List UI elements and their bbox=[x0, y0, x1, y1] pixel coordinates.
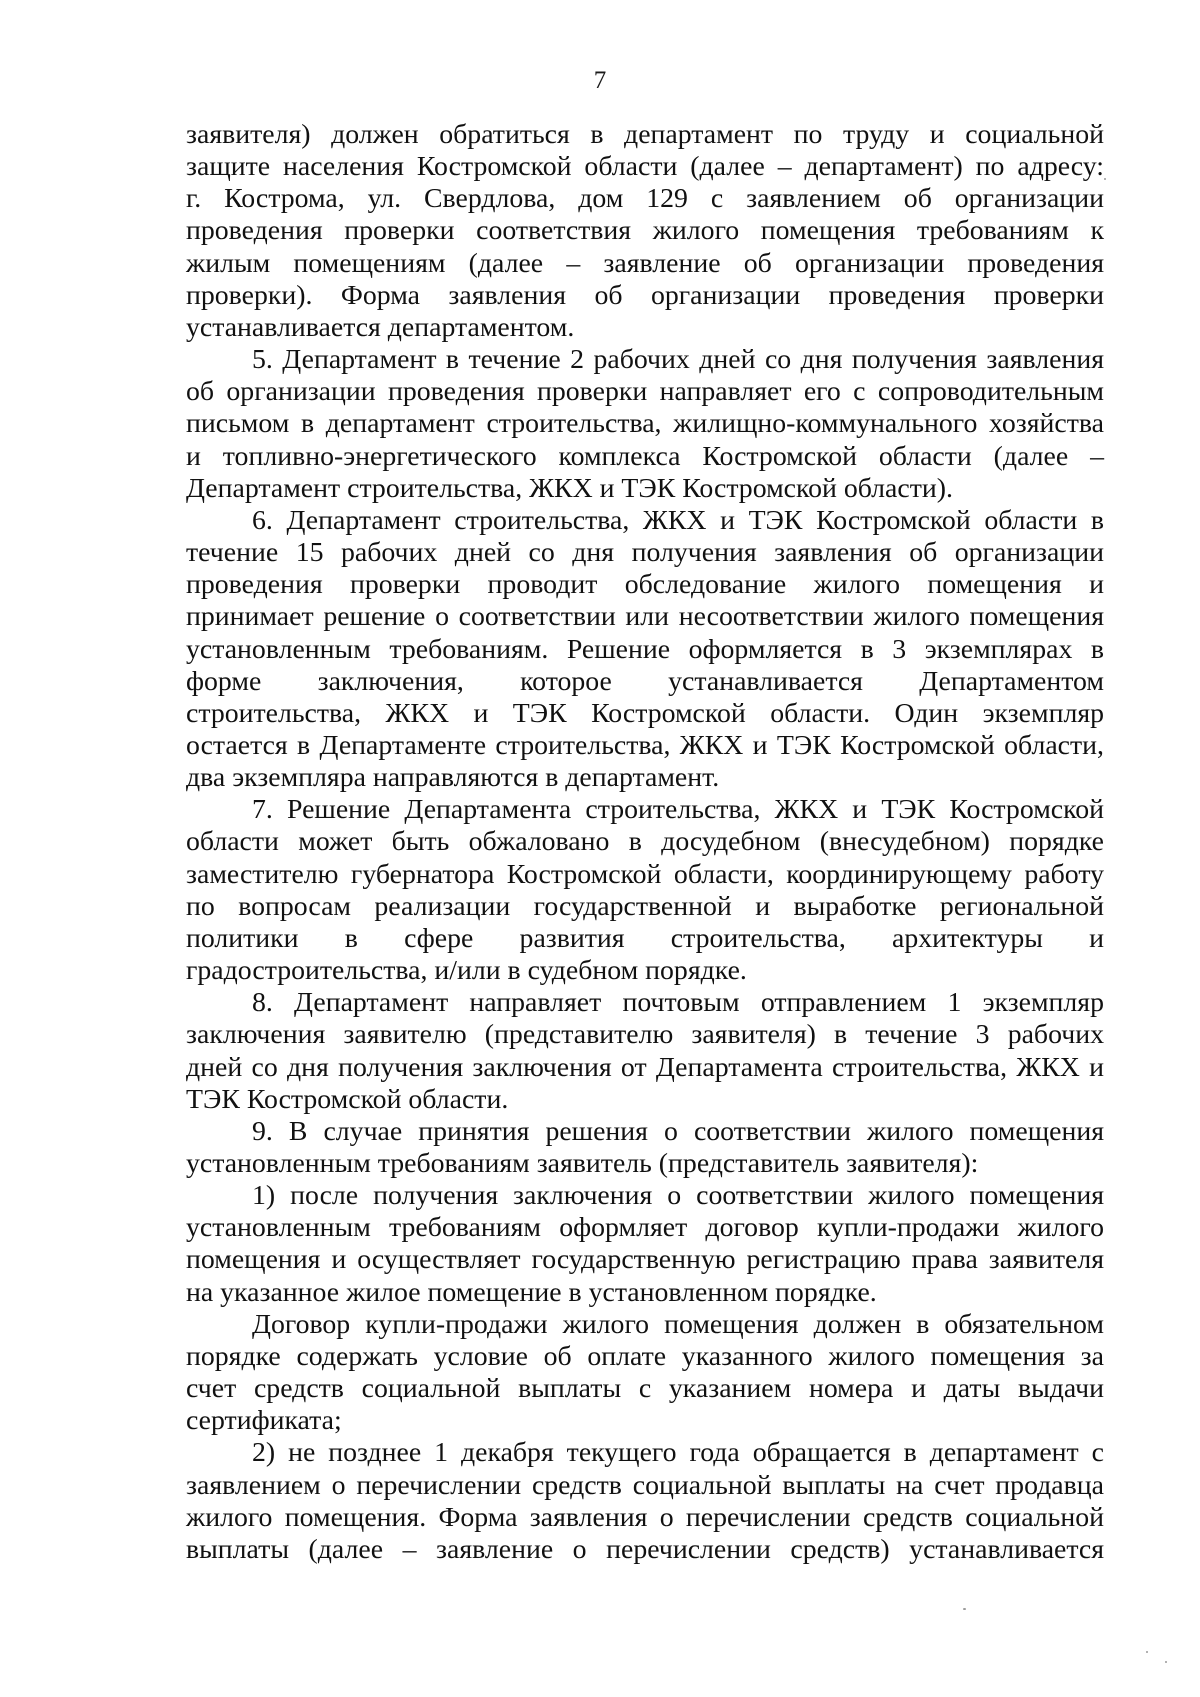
text-line: Договор купли-продажи жилого помещения должен в обязательном bbox=[252, 1308, 1104, 1340]
text-line: по вопросам реализации государственной и выработке региональной bbox=[186, 890, 1104, 922]
text-line: течение 15 рабочих дней со дня получения заявления об организации bbox=[186, 537, 1104, 569]
text-line: установленным требованиям оформляет договор купли-продажи жилого bbox=[186, 1212, 1104, 1244]
paragraph-p9 bbox=[186, 1116, 1104, 1180]
text-line: остается в Департаменте строительства, ЖКХ и ТЭК Костромской области, bbox=[186, 729, 1104, 761]
text-line: два экземпляра направляются в департамент. bbox=[186, 762, 720, 794]
scan-speck bbox=[1165, 1661, 1167, 1663]
text-line: об организации проведения проверки направляет его с сопроводительным bbox=[186, 376, 1104, 408]
text-line: установленным требованиям заявитель (представитель заявителя): bbox=[186, 1148, 979, 1179]
text-line: строительства, ЖКХ и ТЭК Костромской области. Один экземпляр bbox=[186, 697, 1104, 729]
text-line: дней со дня получения заключения от Департамента строительства, ЖКХ и bbox=[186, 1051, 1104, 1083]
scan-speck bbox=[1104, 178, 1106, 180]
text-line: выплаты (далее – заявление о перечислении средств) устанавливается bbox=[186, 1533, 1104, 1565]
text-line: форме заключения, которое устанавливается Департаментом bbox=[186, 665, 1104, 697]
text-line: 5. Департамент в течение 2 рабочих дней со дня получения заявления bbox=[252, 344, 1104, 376]
text-line: жилого помещения. Форма заявления о перечислении средств социальной bbox=[186, 1501, 1104, 1533]
scan-speck bbox=[963, 1608, 966, 1610]
text-line: заявителя) должен обратиться в департамент по труду и социальной bbox=[186, 119, 1104, 150]
text-line: порядке содержать условие об оплате указанного жилого помещения за bbox=[186, 1340, 1104, 1372]
scan-speck bbox=[1146, 1651, 1148, 1653]
paragraph-p1 bbox=[186, 119, 1104, 344]
text-line: 1) после получения заключения о соответствии жилого помещения bbox=[252, 1180, 1104, 1212]
text-line: проведения проверки проводит обследование жилого помещения и bbox=[186, 569, 1104, 601]
text-line: сертификата; bbox=[186, 1405, 342, 1437]
text-line: проверки). Форма заявления об организации проведения проверки bbox=[186, 279, 1104, 311]
text-line: г. Кострома, ул. Свердлова, дом 129 с заявлением об организации bbox=[186, 183, 1104, 215]
text-line: установленным требованиям. Решение оформляется в 3 экземплярах в bbox=[186, 633, 1104, 665]
text-line: 7. Решение Департамента строительства, ЖКХ и ТЭК Костромской bbox=[252, 794, 1104, 826]
page-number: 7 bbox=[593, 67, 607, 94]
text-line: 8. Департамент направляет почтовым отправлением 1 экземпляр bbox=[252, 987, 1104, 1019]
text-line: заключения заявителю (представителю заявителя) в течение 3 рабочих bbox=[186, 1019, 1104, 1051]
text-line: градостроительства, и/или в судебном порядке. bbox=[186, 955, 747, 987]
text-line: 2) не позднее 1 декабря текущего года обращается в департамент с bbox=[252, 1437, 1104, 1469]
paragraph-p9-2 bbox=[186, 1437, 1104, 1566]
paragraph-p5 bbox=[186, 344, 1104, 505]
text-line: защите населения Костромской области (далее – департамент) по адресу: bbox=[186, 151, 1104, 183]
text-line: ТЭК Костромской области. bbox=[186, 1083, 509, 1115]
text-line: Департамент строительства, ЖКХ и ТЭК Костромской области). bbox=[186, 472, 953, 504]
paragraph-p8 bbox=[186, 987, 1104, 1116]
text-line: помещения и осуществляет государственную регистрацию права заявителя bbox=[186, 1244, 1104, 1276]
text-line: проведения проверки соответствия жилого помещения требованиям к bbox=[186, 215, 1104, 247]
paragraph-p9-1 bbox=[186, 1180, 1104, 1309]
paragraph-p6 bbox=[186, 505, 1104, 794]
text-line: счет средств социальной выплаты с указанием номера и даты выдачи bbox=[186, 1373, 1104, 1405]
text-line: устанавливается департаментом. bbox=[186, 311, 575, 343]
paragraph-p7 bbox=[186, 794, 1104, 987]
text-line: и топливно-энергетического комплекса Костромской области (далее – bbox=[186, 440, 1104, 472]
text-line: заместителю губернатора Костромской области, координирующему работу bbox=[186, 858, 1104, 890]
text-line: принимает решение о соответствии или несоответствии жилого помещения bbox=[186, 601, 1104, 633]
text-line: заявлением о перечислении средств социальной выплаты на счет продавца bbox=[186, 1469, 1104, 1501]
document-body bbox=[186, 119, 1104, 1566]
text-line: на указанное жилое помещение в установленном порядке. bbox=[186, 1276, 877, 1308]
text-line: 9. В случае принятия решения о соответствии жилого помещения bbox=[252, 1115, 1104, 1147]
text-line: области может быть обжаловано в досудебном (внесудебном) порядке bbox=[186, 826, 1104, 858]
paragraph-p-contract bbox=[186, 1309, 1104, 1438]
text-line: политики в сфере развития строительства, архитектуры и bbox=[186, 922, 1104, 954]
text-line: 6. Департамент строительства, ЖКХ и ТЭК Костромской области в bbox=[252, 504, 1104, 536]
text-line: жилым помещениям (далее – заявление об организации проведения bbox=[186, 247, 1104, 279]
text-line: письмом в департамент строительства, жилищно-коммунального хозяйства bbox=[186, 408, 1104, 440]
